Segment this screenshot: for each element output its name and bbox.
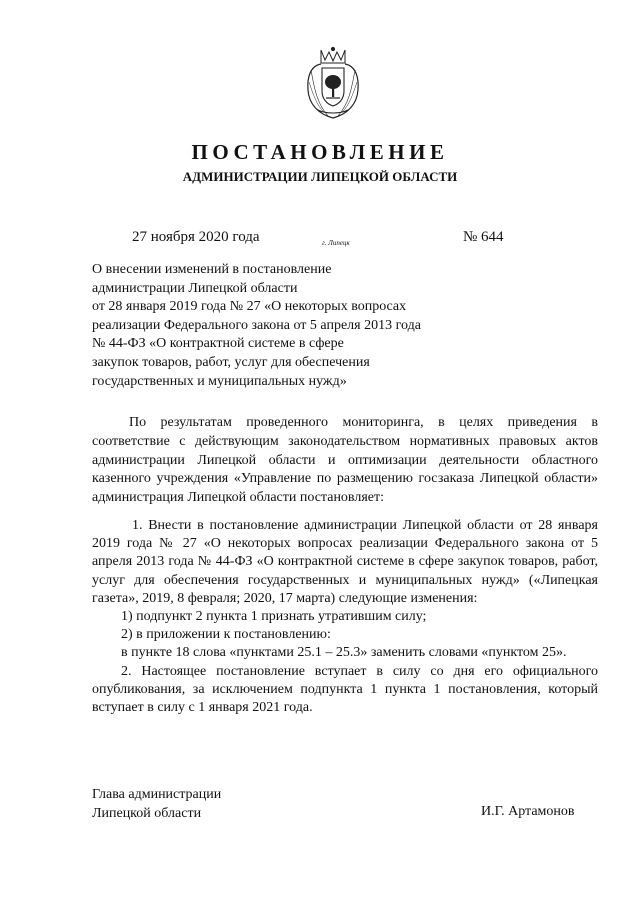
document-number: № 644 [463, 229, 504, 245]
subject-line: администрации Липецкой области [92, 280, 298, 296]
clause-1-item-2-amendment: в пункте 18 слова «пунктами 25.1 – 25.3» заменить словами «пунктом 25». [121, 645, 567, 661]
resolution-body [92, 517, 598, 717]
subject-line: № 44-ФЗ «О контрактной системе в сфере [92, 336, 344, 352]
coat-of-arms-icon [304, 46, 362, 120]
subject-line: реализации Федерального закона от 5 апреля 2013 года [92, 317, 421, 333]
subject-line: от 28 января 2019 года № 27 «О некоторых вопросах [92, 299, 407, 315]
issuing-organization: АДМИНИСТРАЦИИ ЛИПЕЦКОЙ ОБЛАСТИ [182, 169, 458, 184]
page-title: ПОСТАНОВЛЕНИЕ [191, 140, 449, 164]
preamble-paragraph: По результатам проведенного мониторинга, в целях приведения в соответствие с действующим законодательством нормативных правовых актов администрации Липецкой области и оптимизации деятельности областного казенного учреждения «Управление по размещению госзаказа Липецкой области» администрация Липецкой области постановляет: [92, 415, 598, 506]
subject-line: О внесении изменений в постановление [92, 262, 332, 277]
clause-1: 1. Внести в постановление администрации Липецкой области от 28 января 2019 года № 27 «О некоторых вопросах реализации Федерального закона от 5 апреля 2013 года № 44-ФЗ «О контрактной системе в сфере закупок товаров, работ, услуг для обеспечения государственных и муниципальных нужд» («Липецкая газета», 2019, 8 февраля; 2020, 17 марта) следующие изменения: [92, 518, 598, 606]
subject-line: государственных и муниципальных нужд» [92, 373, 347, 389]
document-city: г. Липецк [322, 239, 350, 247]
signatory-position [92, 785, 221, 823]
signatory-position-line: Глава администрации [92, 787, 222, 802]
clause-1-item-2: 2) в приложении к постановлению: [121, 627, 331, 643]
subject-line: закупок товаров, работ, услуг для обеспечения [92, 354, 370, 370]
document-date: 27 ноября 2020 года [132, 229, 260, 245]
document-subject [92, 261, 472, 391]
clause-2: 2. Настоящее постановление вступает в силу со дня его официального опубликования, за исключением подпункта 1 пункта 1 постановления, который вступает в силу с 1 января 2021 года. [92, 663, 598, 716]
signatory-name: И.Г. Артамонов [481, 804, 575, 819]
clause-1-item-1: 1) подпункт 2 пункта 1 признать утратившим силу; [121, 609, 427, 625]
signatory-position-line: Липецкой области [92, 806, 202, 821]
